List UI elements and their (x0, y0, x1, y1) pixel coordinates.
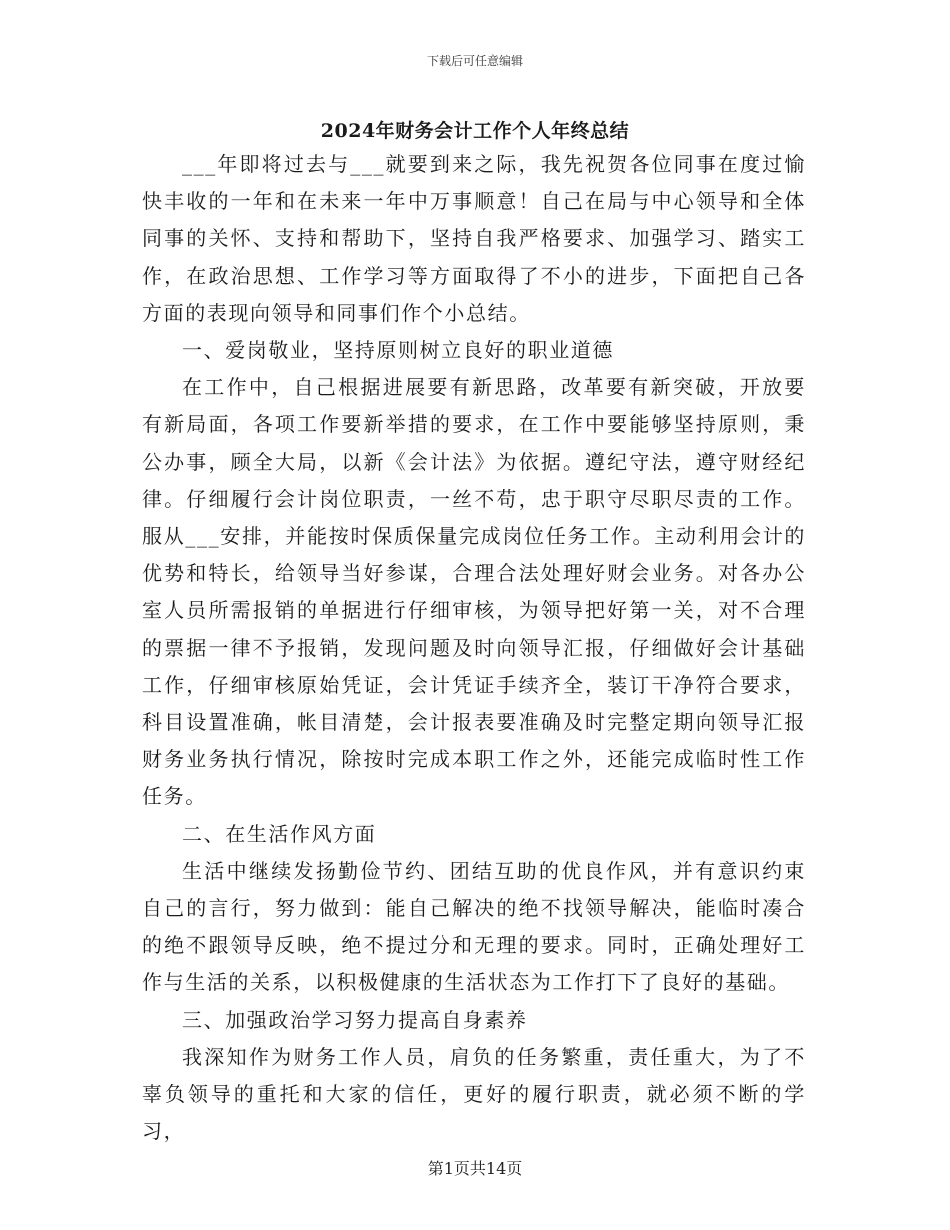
page-number-footer: 第1页共14页 (427, 1159, 523, 1178)
document-title: 2024年财务会计工作个人年终总结 (320, 120, 630, 142)
header-note: 下载后可任意编辑 (426, 54, 523, 68)
paragraph-section-3: 我深知作为财务工作人员，肩负的任务繁重，责任重大，为了不辜负领导的重托和大家的信任，更好的履行职责，就必须不断的学习， (142, 1044, 806, 1144)
paragraph-section-1: 在工作中，自己根据进展要有新思路，改革要有新突破，开放要有新局面，各项工作要新举措的要求，在工作中要能够坚持原则，秉公办事，顾全大局，以新《会计法》为依据。遵纪守法，遵守财经纪律。仔细履行会计岗位职责，一丝不苟，忠于职守尽职尽责的工作。服从___安排，并能按时保质保量完成岗位任务工作。主动利用会计的优势和特长，给领导当好参谋，合理合法处理好财会业务。对各办公室人员所需报销的单据进行仔细审核，为领导把好第一关，对不合理的票据一律不予报销，发现问题及时向领导汇报，仔细做好会计基础工作，仔细审核原始凭证，会计凭证手续齐全，装订干净符合要求，科目设置准确，帐目清楚，会计报表要准确及时完整定期向领导汇报财务业务执行情况，除按时完成本职工作之外，还能完成临时性工作任务。 (142, 375, 806, 809)
document-body (142, 146, 806, 1150)
paragraph-section-2: 生活中继续发扬勤俭节约、团结互助的优良作风，并有意识约束自己的言行，努力做到：能自己解决的绝不找领导解决，能临时凑合的绝不跟领导反映，绝不提过分和无理的要求。同时，正确处理好工作与生活的关系，以积极健康的生活状态为工作打下了良好的基础。 (142, 858, 806, 995)
section-heading-2: 二、在生活作风方面 (182, 821, 377, 846)
paragraph-intro: ___年即将过去与___就要到来之际，我先祝贺各位同事在度过愉快丰收的一年和在未来一年中万事顺意！自己在局与中心领导和全体同事的关怀、支持和帮助下，坚持自我严格要求、加强学习、踏实工作，在政治思想、工作学习等方面取得了不小的进步，下面把自己各方面的表现向领导和同事们作个小总结。 (142, 152, 806, 325)
section-heading-3: 三、加强政治学习努力提高自身素养 (182, 1007, 528, 1032)
section-heading-1: 一、爱岗敬业，坚持原则树立良好的职业道德 (182, 338, 614, 363)
